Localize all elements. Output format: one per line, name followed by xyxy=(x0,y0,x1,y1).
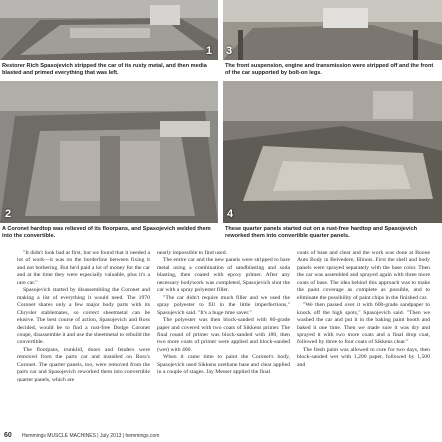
photo-1 xyxy=(0,0,218,60)
page-number: 60 xyxy=(4,432,12,439)
article-column-3 xyxy=(297,250,430,369)
photo-4-image xyxy=(223,81,442,223)
paragraph: The floorpans, trunklid, doors and fenders were removed from the parts car and installed on Ross's Coronet. The quarter panels, too, were removed from the parts car and Spasojevich reworked them into convertible quarter panels, which are xyxy=(17,346,150,383)
photo-number: 4 xyxy=(227,208,234,220)
photo-2-image xyxy=(0,81,218,223)
photo-3-image xyxy=(223,0,442,60)
photo-4-caption: These quarter panels started out on a rust-free hardtop and Spasojevich reworked them into convertible quarter panels. xyxy=(225,226,418,239)
paragraph: The entire car and the new panels were stripped to bare metal using a combination of sandblasting and soda blasting, then coated with epoxy primer. After any necessary bodywork was completed, Spasojevich shot the car with a spray polyester filler. xyxy=(157,257,290,294)
article-column-2 xyxy=(157,250,290,377)
photo-3-caption: The front suspension, engine and transmission were stripped off and the front of the car supported by bolt-on legs. xyxy=(225,63,434,76)
photo-4 xyxy=(223,81,442,223)
paragraph: Spasojevich started by disassembling the Coronet and making a list of everything it would need. The 1970 Coronet shares only a few major body parts with its Chrysler stablemates, so correct sheetmetal can be elusive. The best course of action, Spasojevich and Ross decided, would be to find a rust-free Dodge Coronet coupe, disassemble it and use the sheetmetal to rebuild the convertible. xyxy=(17,287,150,346)
paragraph: When it came time to paint the Coronet's body, Spasojevich used Sikkens urethane base and clear applied in a couple of stages. Jay Messer applied the final xyxy=(157,354,290,376)
photo-number: 1 xyxy=(206,45,213,57)
paragraph: nearly impossible to find used. xyxy=(157,250,227,256)
photo-1-image xyxy=(0,0,218,60)
paragraph: The polyester was then block-sanded with 80-grade paper and covered with two coats of Sikkens primer. The final round of primer was block-sanded with 180, then two more coats of primer were applied and block-sanded (wet) with 400. xyxy=(157,317,290,353)
photo-2-caption: A Coronet hardtop was relieved of its floorpans, and Spasojevich welded them into the convertible. xyxy=(2,226,211,239)
paragraph: "The car didn't require much filler and we used the spray polyester to fill in the little imperfections," Spasojevich said. "It's a huge time saver." xyxy=(157,294,290,316)
page-footer xyxy=(0,430,442,442)
photo-1-caption: Restorer Rich Spasojevich stripped the car of its rusty metal, and then media blasted and primed everything that was left. xyxy=(2,63,207,76)
paragraph: "It didn't look bad at first, but we found that it needed a lot of work—it was on the borderline between fixing it and not bothering. But he'd paid a lot of money for the car and at the time they were especially valuable, plus it's a rare car." xyxy=(17,250,150,286)
photo-number: 3 xyxy=(226,45,233,57)
paragraph: The fresh paint was allowed to cure for two days, then block-sanded wet with 1,200 paper, followed by 1,500 and xyxy=(297,346,430,368)
article-column-1 xyxy=(17,250,150,384)
paragraph: coats of base and clear and the work was done at Boone Auto Body in Belvedere, Illinois. First the shell and body panels were sprayed separately with the base color. Then the car was assembled and sprayed again with three more coats of base. The idea behind this approach was to make the paint coverage as complete as possible, and to eliminate the possibility of paint chips in the finished car. xyxy=(297,250,430,301)
publication-info: Hemmings MUSCLE MACHINES | July 2013 | hemmings.com xyxy=(22,433,160,439)
photo-3 xyxy=(223,0,442,60)
photo-number: 2 xyxy=(5,208,12,220)
paragraph: "We then passed over it with 600-grade sandpaper to knock off the high spots," Spasojevich said. "Then we washed the car and put it in the baking paint booth and baked it one time. Then we made sure it was dry and sprayed it with two more coats and a final drop coat, followed by three to four coats of Sikkens clear." xyxy=(297,302,430,346)
photo-2 xyxy=(0,81,218,223)
